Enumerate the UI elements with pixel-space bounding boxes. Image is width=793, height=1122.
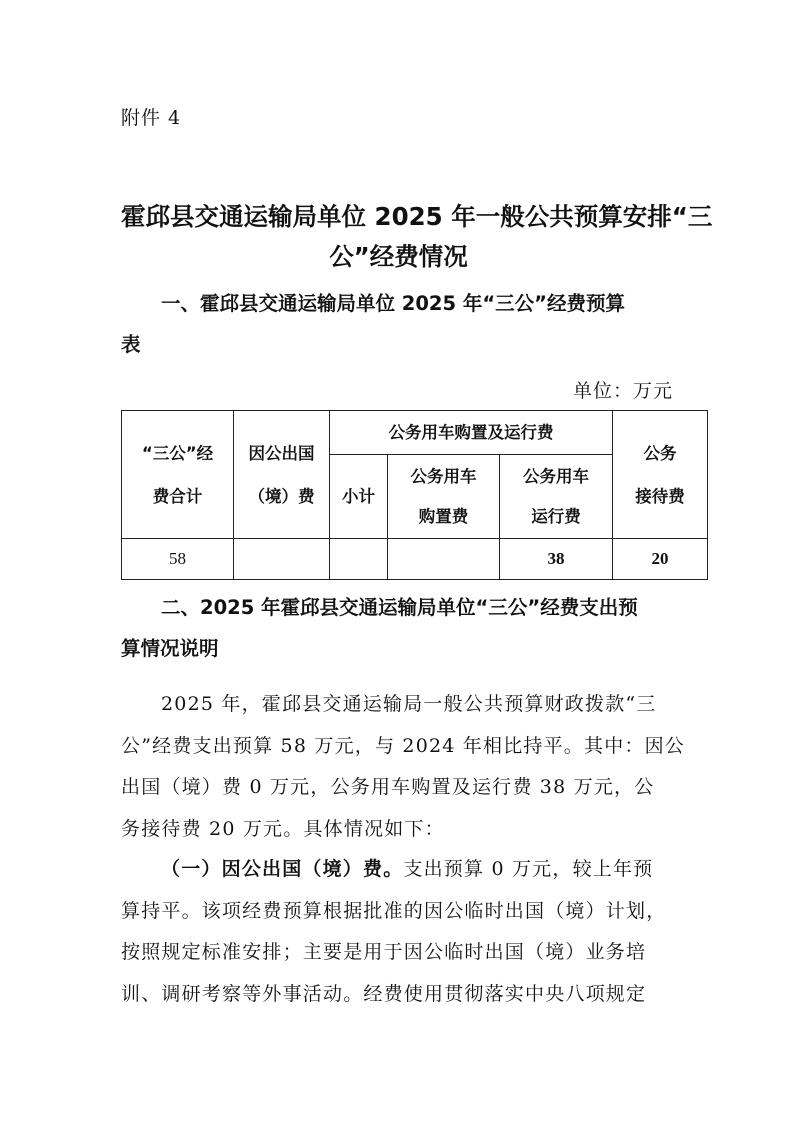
header-reception-line1: 公务	[643, 443, 677, 463]
section2-heading-line1: 二、2025 年霍邱县交通运输局单位“三公”经费支出预	[161, 596, 638, 619]
paragraph-line-rest: 支出预算 0 万元，较上年预	[403, 858, 654, 880]
header-operation	[500, 455, 613, 539]
header-reception-line2: 接待费	[635, 486, 685, 506]
unit-label: 单位：万元	[573, 380, 674, 402]
paragraph-line: 公”经费支出预算 58 万元，与 2024 年相比持平。其中：因公	[121, 734, 686, 757]
paragraph-line: 算持平。该项经费预算根据批准的因公临时出国（境）计划，	[121, 899, 667, 922]
header-total-line1: “三公”经	[141, 443, 214, 463]
section1-heading-line1: 一、霍邱县交通运输局单位 2025 年“三公”经费预算	[161, 292, 625, 315]
paragraph-line: 训、调研考察等外事活动。经费使用贯彻落实中央八项规定	[121, 982, 647, 1005]
header-purchase	[388, 455, 500, 539]
paragraph-abroad-expense	[121, 849, 681, 1015]
header-abroad-line1: 因公出国	[248, 443, 315, 463]
header-reception	[613, 411, 708, 539]
header-total	[122, 411, 234, 539]
header-operation-line1: 公务用车	[523, 466, 589, 486]
table-row	[122, 539, 708, 580]
header-purchase-line2: 购置费	[418, 506, 469, 526]
paragraph-line	[121, 849, 681, 891]
cell-reception: 20	[613, 539, 708, 580]
cell-abroad	[234, 539, 330, 580]
header-total-line2: 费合计	[152, 486, 203, 506]
header-vehicle-group: 公务用车购置及运行费	[330, 411, 613, 455]
header-operation-line2: 运行费	[531, 506, 581, 526]
section1-heading-line2: 表	[121, 333, 141, 356]
subsection-lead: （一）因公出国（境）费。	[161, 858, 404, 880]
header-purchase-line1: 公务用车	[410, 466, 477, 486]
cell-operation: 38	[500, 539, 613, 580]
paragraph-line: 务接待费 20 万元。具体情况如下：	[121, 817, 445, 840]
cell-subtotal	[330, 539, 388, 580]
paragraph-line: 出国（境）费 0 万元，公务用车购置及运行费 38 万元，公	[121, 776, 655, 798]
header-abroad	[234, 411, 330, 539]
paragraph-line: 按照规定标准安排；主要是用于因公临时出国（境）业务培	[121, 941, 647, 963]
attachment-label: 附件 4	[121, 107, 182, 129]
document-title-line2: 公”经费情况	[329, 242, 468, 271]
section2-heading-line2: 算情况说明	[121, 637, 219, 660]
document-title-line1: 霍邱县交通运输局单位 2025 年一般公共预算安排“三	[121, 202, 713, 231]
paragraph-overview	[121, 684, 686, 850]
header-subtotal: 小计	[330, 455, 388, 539]
header-abroad-line2: （境）费	[248, 486, 315, 506]
cell-total: 58	[122, 539, 234, 580]
cell-purchase	[388, 539, 500, 580]
budget-table	[121, 410, 708, 580]
paragraph-line: 2025 年，霍邱县交通运输局一般公共预算财政拨款“三	[161, 693, 657, 715]
